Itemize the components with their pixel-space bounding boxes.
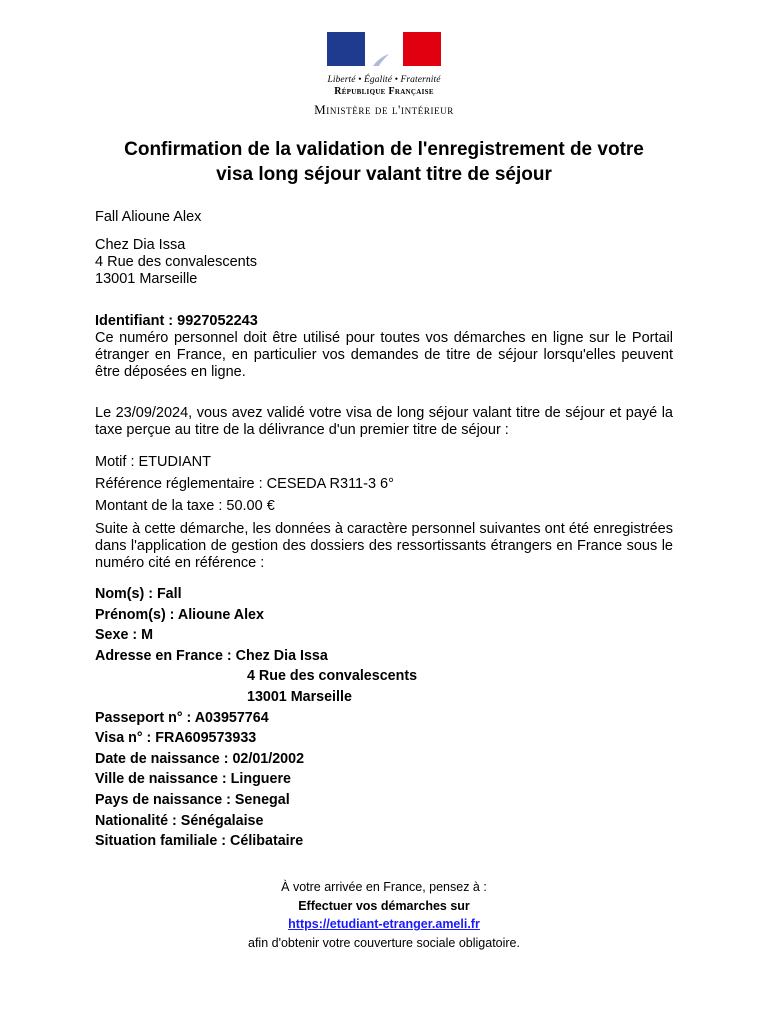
reference-line: Référence réglementaire : CESEDA R311-3 6° — [95, 476, 394, 492]
field-adresse-line-3: 13001 Marseille — [247, 688, 352, 705]
footer-line-4: afin d'obtenir votre couverture sociale obligatoire. — [248, 935, 520, 950]
field-date-naissance: Date de naissance : 02/01/2002 — [95, 750, 305, 767]
field-sexe: Sexe : M — [95, 627, 154, 644]
address-line-3: 13001 Marseille — [95, 271, 198, 287]
fee-details — [95, 451, 673, 517]
footer-notice — [0, 878, 768, 952]
validation-text: Le 23/09/2024, vous avez validé votre visa de long séjour valant titre de séjour et payé la taxe perçue au titre de la délivrance d'un premier titre de séjour : — [95, 405, 673, 438]
document-title — [60, 137, 708, 187]
footer-line-2: Effectuer vos démarches sur — [298, 898, 470, 913]
address-line-1: Chez Dia Issa — [95, 237, 186, 253]
personal-data-list — [95, 584, 673, 852]
ministry-name: Ministère de l'intérieur — [314, 102, 454, 117]
address-line-2: 4 Rue des convalescents — [95, 254, 258, 270]
identifier-label: Identifiant : 9927052243 — [95, 313, 258, 329]
marianne-logo — [327, 32, 441, 66]
field-nom: Nom(s) : Fall — [95, 586, 182, 602]
identifier-section — [95, 313, 673, 381]
montant-line: Montant de la taxe : 50.00 € — [95, 498, 275, 514]
title-line-2: visa long séjour valant titre de séjour — [216, 164, 552, 185]
field-adresse: Adresse en France : Chez Dia Issa — [95, 647, 328, 664]
field-nationalite: Nationalité : Sénégalaise — [95, 812, 264, 829]
field-pays-naissance: Pays de naissance : Senegal — [95, 791, 290, 808]
title-line-1: Confirmation de la validation de l'enregistrement de votre — [124, 139, 644, 160]
data-notice: Suite à cette démarche, les données à caractère personnel suivantes ont été enregistrées dans l'application de gestion des dossiers des ressortissants étrangers en France sous le numéro cité en référence : — [95, 521, 673, 571]
republic-name: République Française — [334, 86, 434, 97]
field-adresse-line-2: 4 Rue des convalescents — [247, 668, 418, 685]
recipient-name: Fall Alioune Alex — [95, 209, 202, 225]
government-logo-block — [0, 32, 768, 117]
footer-line-1: À votre arrivée en France, pensez à : — [281, 880, 487, 894]
recipient-address — [95, 237, 673, 288]
field-passeport: Passeport n° : A03957764 — [95, 709, 269, 726]
field-ville-naissance: Ville de naissance : Linguere — [95, 771, 291, 788]
motif-line: Motif : ETUDIANT — [95, 454, 212, 470]
ameli-link[interactable]: https://etudiant-etranger.ameli.fr — [288, 917, 480, 931]
field-prenom: Prénom(s) : Alioune Alex — [95, 606, 264, 623]
identifier-text: Ce numéro personnel doit être utilisé pour toutes vos démarches en ligne sur le Portail étranger en France, en particulier vos demandes de titre de séjour lorsqu'elles peuvent être déposées en ligne. — [95, 330, 673, 380]
republic-motto: Liberté • Égalité • Fraternité — [327, 75, 441, 85]
field-situation: Situation familiale : Célibataire — [95, 833, 304, 850]
field-visa: Visa n° : FRA609573933 — [95, 730, 257, 747]
